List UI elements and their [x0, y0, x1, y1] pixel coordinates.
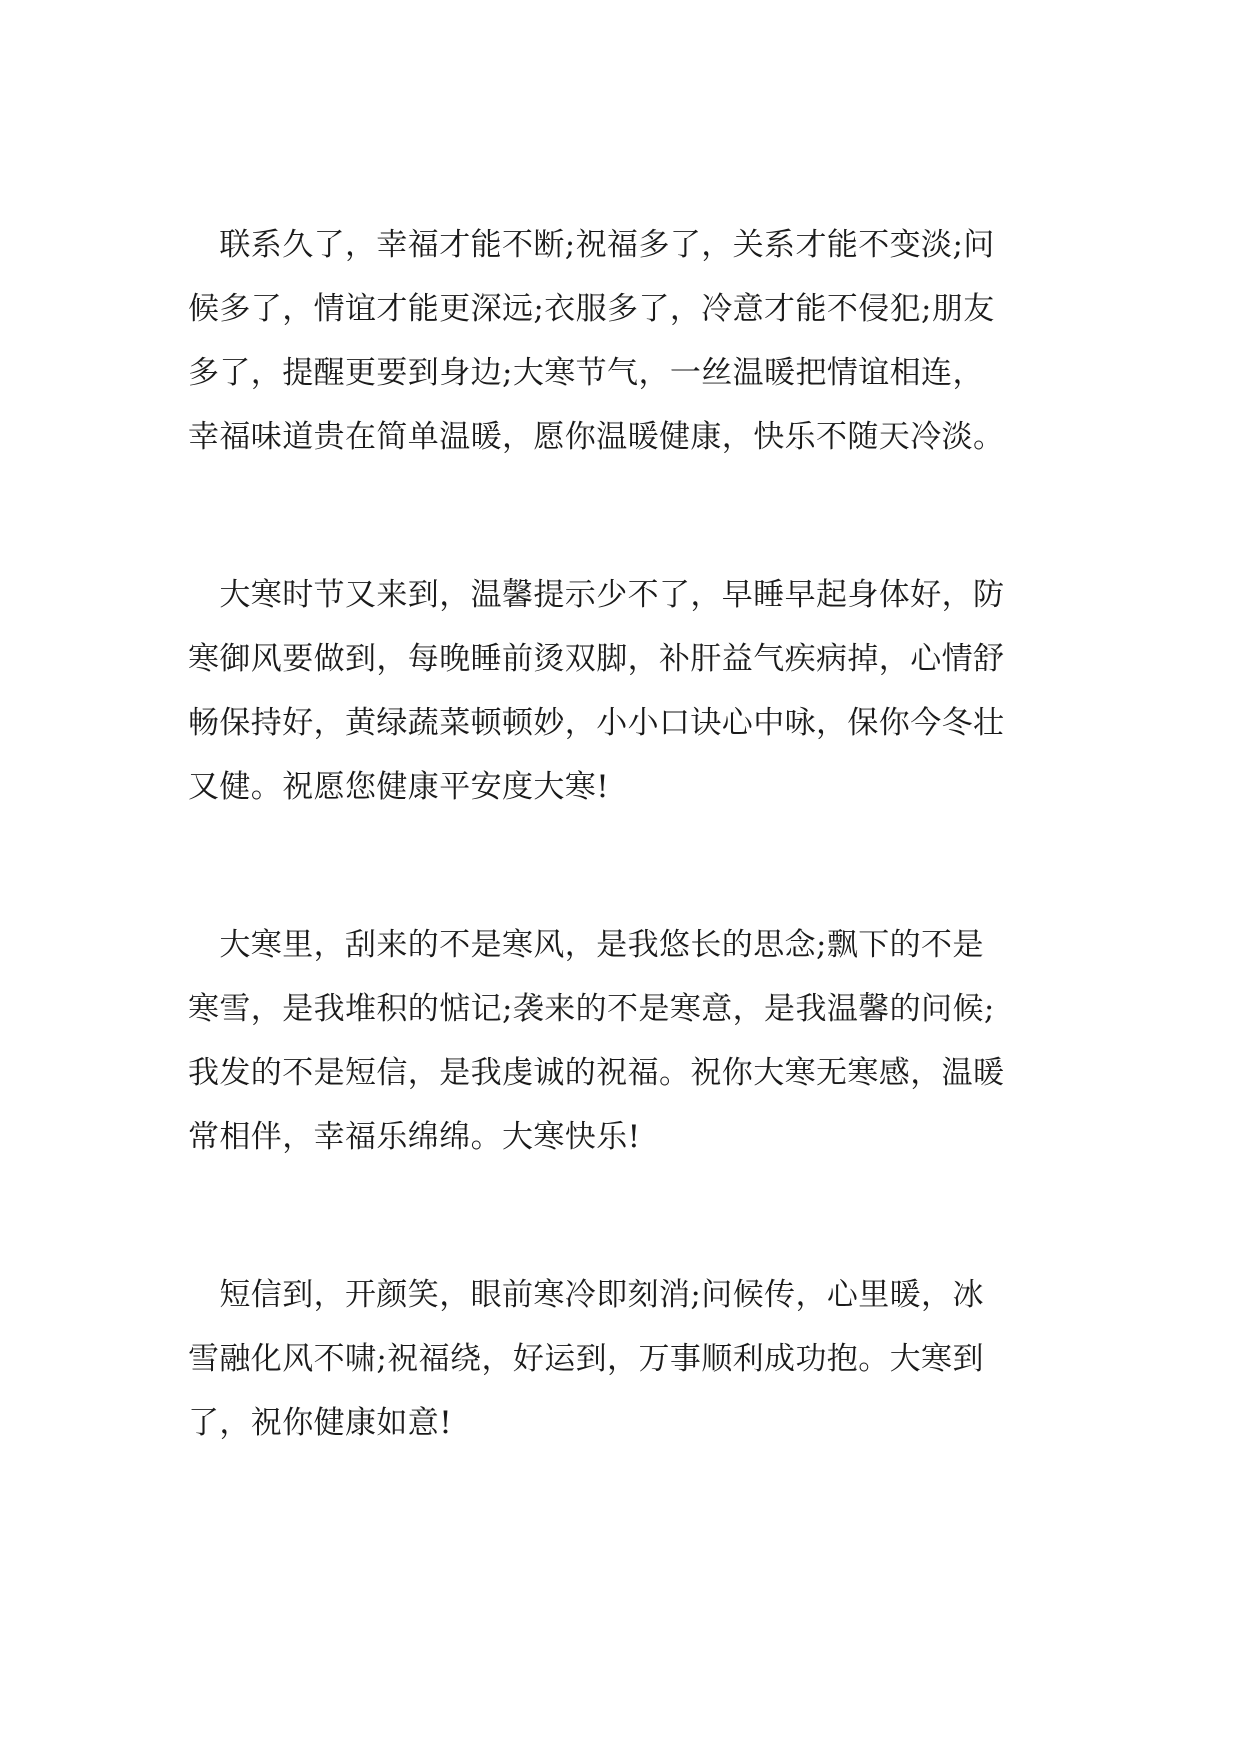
paragraph-3: [188, 913, 1048, 1169]
paragraph-2: [188, 563, 1048, 819]
paragraph-line: 我发的不是短信，是我虔诚的祝福。祝你大寒无寒感，温暖: [188, 1055, 1005, 1091]
paragraph-line: 大寒时节又来到，温馨提示少不了，早睡早起身体好，防: [188, 577, 1005, 613]
paragraph-line: 多了，提醒更要到身边;大寒节气，一丝温暖把情谊相连，: [188, 355, 984, 391]
paragraph-line: 雪融化风不啸;祝福绕，好运到，万事顺利成功抱。大寒到: [188, 1341, 984, 1377]
paragraph-line: 大寒里，刮来的不是寒风，是我悠长的思念;飘下的不是: [188, 927, 984, 963]
paragraph-line: 寒御风要做到，每晚睡前烫双脚，补肝益气疾病掉，心情舒: [188, 641, 1005, 677]
paragraph-line: 候多了，情谊才能更深远;衣服多了，冷意才能不侵犯;朋友: [188, 291, 995, 327]
paragraph-line: 短信到，开颜笑，眼前寒冷即刻消;问候传，心里暖，冰: [188, 1277, 984, 1313]
paragraph-line: 联系久了，幸福才能不断;祝福多了，关系才能不变淡;问: [188, 227, 995, 263]
paragraph-4: [188, 1263, 1048, 1455]
paragraph-line: 幸福味道贵在简单温暖，愿你温暖健康，快乐不随天冷淡。: [188, 419, 1005, 455]
paragraph-1: [188, 213, 1048, 469]
paragraph-line: 畅保持好，黄绿蔬菜顿顿妙，小小口诀心中咏，保你今冬壮: [188, 705, 1005, 741]
paragraph-line: 了，祝你健康如意!: [188, 1405, 453, 1441]
paragraph-line: 常相伴，幸福乐绵绵。大寒快乐!: [188, 1119, 641, 1155]
paragraph-line: 又健。祝愿您健康平安度大寒!: [188, 769, 610, 805]
paragraph-line: 寒雪，是我堆积的惦记;袭来的不是寒意，是我温馨的问候;: [188, 991, 995, 1027]
